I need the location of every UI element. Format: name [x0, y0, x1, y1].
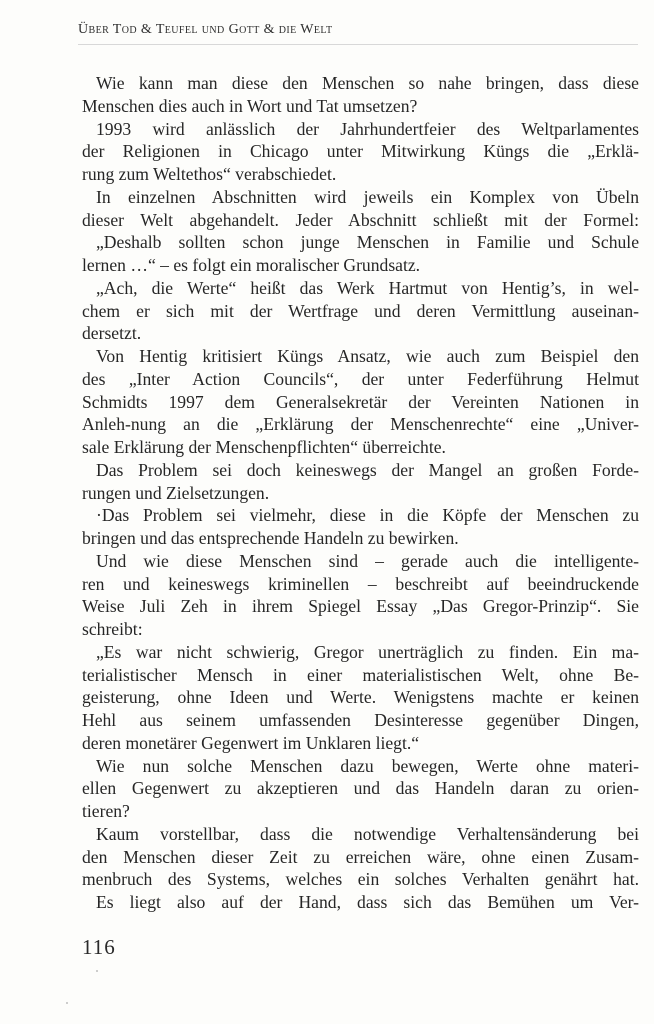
scan-speck	[66, 1002, 68, 1004]
text-line: Wie kann man diese den Menschen so nahe bringen, dass diese	[96, 73, 639, 93]
text-line: ellen Gegenwert zu akzeptieren und das Handeln daran zu orien-	[82, 778, 639, 799]
text-line: dieser Welt abgehandelt. Jeder Abschnitt schließt mit der Formel:	[82, 209, 639, 230]
text-line: 1993 wird anlässlich der Jahrhundertfeier des Weltparlamentes	[96, 118, 639, 139]
text-line: Anleh-nung an die „Erklärung der Menschenrechte“ eine „Univer-	[82, 414, 639, 435]
text-line: deren monetärer Gegenwert im Unklaren liegt.“	[82, 732, 420, 753]
text-line: schreibt:	[82, 619, 143, 639]
text-line: „Ach, die Werte“ heißt das Werk Hartmut von Hentig’s, in wel-	[96, 277, 639, 298]
text-line: lernen …“ – es folgt ein moralischer Grundsatz.	[82, 255, 421, 275]
text-line: der Religionen in Chicago unter Mitwirkung Küngs die „Erklä-	[82, 141, 639, 162]
text-line: Und wie diese Menschen sind – gerade auch die intelligente-	[96, 550, 639, 571]
running-header: Über Tod & Teufel und Gott & die Welt	[78, 22, 333, 37]
text-line: rungen und Zielsetzungen.	[82, 482, 270, 503]
text-line: In einzelnen Abschnitten wird jeweils ein Komplex von Übeln	[96, 186, 639, 207]
text-line: „Es war nicht schwierig, Gregor unerträglich zu finden. Ein ma-	[96, 641, 639, 662]
text-line: Von Hentig kritisiert Küngs Ansatz, wie auch zum Beispiel den	[96, 346, 639, 366]
text-line: bringen und das entsprechende Handeln zu bewirken.	[82, 528, 459, 548]
page-number: 116	[82, 935, 116, 959]
text-line: Es liegt also auf der Hand, dass sich das Bemühen um Ver-	[96, 892, 639, 912]
text-line: chem er sich mit der Wertfrage und deren Vermittlung auseinan-	[82, 300, 639, 321]
text-line: geisterung, ohne Ideen und Werte. Wenigstens machte er keinen	[82, 687, 639, 708]
text-line: ren und keineswegs kriminellen – beschreibt auf beeindruckende	[82, 573, 639, 594]
text-line: Wie nun solche Menschen dazu bewegen, Werte ohne materi-	[96, 755, 639, 776]
text-line: „Deshalb sollten schon junge Menschen in Familie und Schule	[96, 232, 639, 253]
text-line: menbruch des Systems, welches ein solches Verhalten genährt hat.	[82, 869, 639, 890]
header-rule	[78, 44, 638, 45]
text-line: rung zum Weltethos“ verabschiedet.	[82, 164, 337, 184]
text-line: den Menschen dieser Zeit zu erreichen wäre, ohne einen Zusam-	[82, 846, 639, 867]
text-line: sale Erklärung der Menschenpflichten“ überreichte.	[82, 437, 446, 457]
text-line: Kaum vorstellbar, dass die notwendige Verhaltensänderung bei	[96, 823, 639, 844]
text-line: Hehl aus seinem umfassenden Desinteresse gegenüber Dingen,	[82, 710, 639, 730]
text-line: Das Problem sei doch keineswegs der Mangel an großen Forde-	[96, 459, 639, 480]
text-line: des „Inter Action Councils“, der unter Federführung Helmut	[82, 368, 639, 389]
body-text	[82, 72, 639, 914]
text-line: tieren?	[82, 801, 130, 821]
text-line: terialistischer Mensch in einer materialistischen Welt, ohne Be-	[82, 664, 639, 685]
text-line: Menschen dies auch in Wort und Tat umsetzen?	[82, 95, 418, 116]
text-line: dersetzt.	[82, 323, 142, 344]
text-line: ·Das Problem sei vielmehr, diese in die Köpfe der Menschen zu	[96, 505, 639, 526]
text-line: Schmidts 1997 dem Generalsekretär der Vereinten Nationen in	[82, 391, 639, 412]
scan-speck	[96, 970, 98, 972]
text-line: Weise Juli Zeh in ihrem Spiegel Essay „Das Gregor-Prinzip“. Sie	[82, 596, 639, 617]
